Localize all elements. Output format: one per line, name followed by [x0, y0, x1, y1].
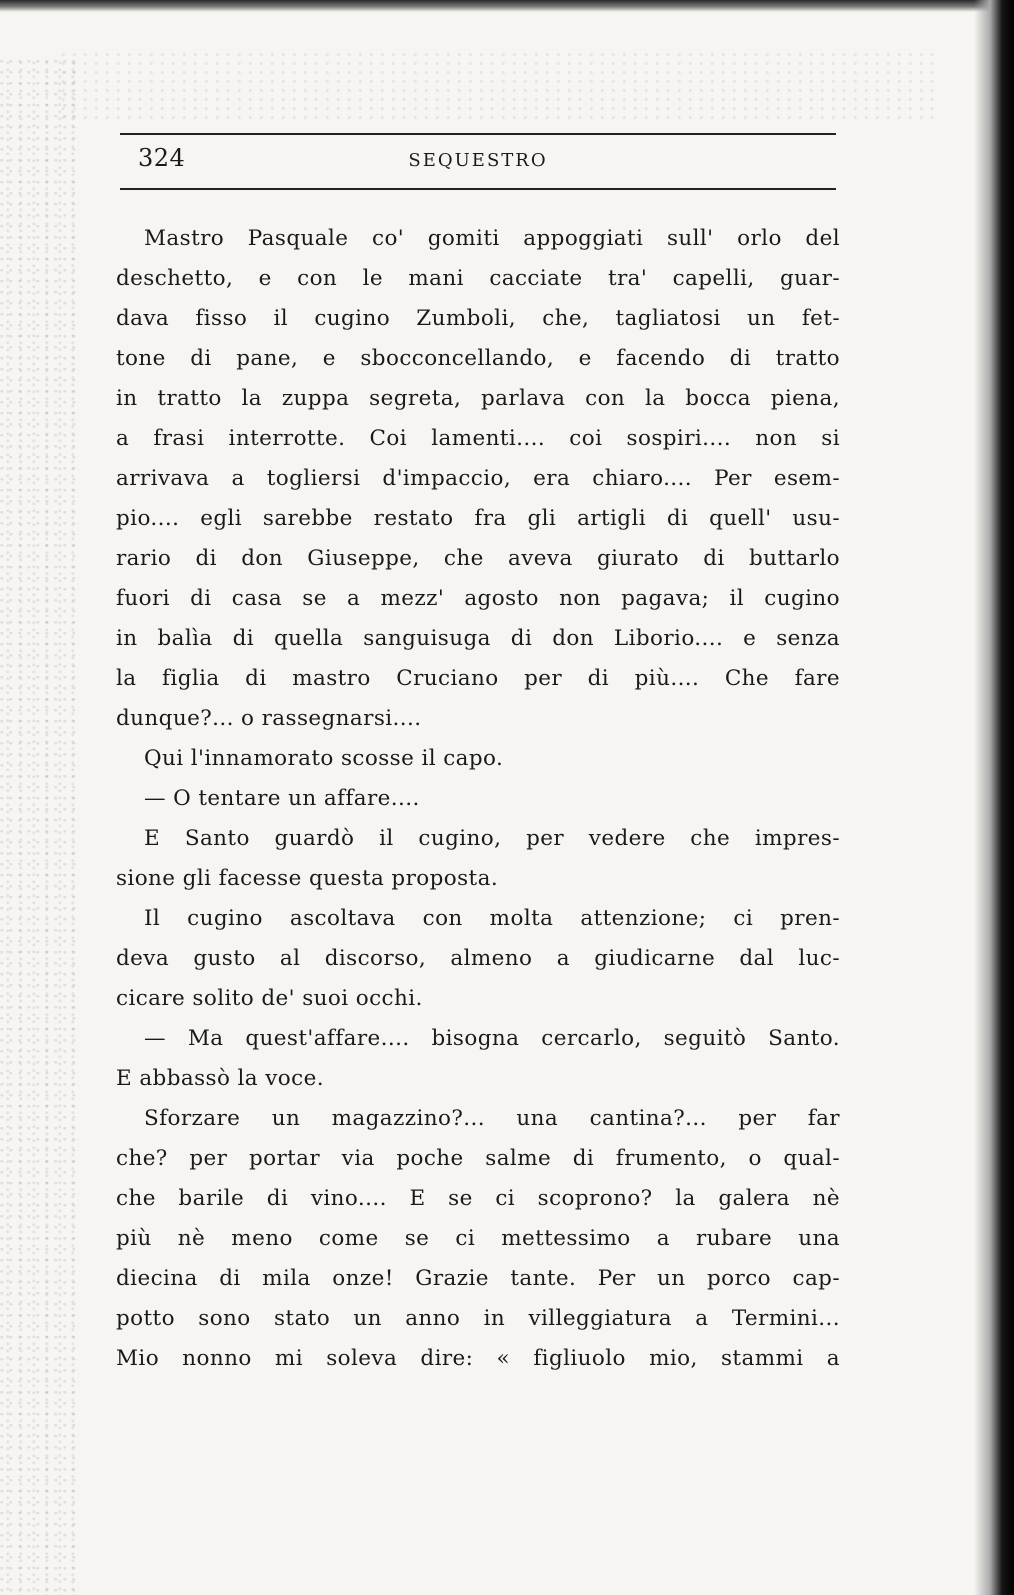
text-line: che? per portar via poche salme di frumento, o qual-	[116, 1146, 840, 1171]
body-text	[116, 219, 840, 1379]
text-line: in balìa di quella sanguisuga di don Liborio.... e senza	[116, 626, 840, 651]
text-line: fuori di casa se a mezz' agosto non pagava; il cugino	[116, 586, 840, 611]
text-line: dava fisso il cugino Zumboli, che, tagliatosi un fet-	[116, 306, 840, 331]
text-line: Mastro Pasquale co' gomiti appoggiati sull' orlo del	[144, 226, 840, 251]
text-line: la figlia di mastro Cruciano per di più.... Che fare	[116, 666, 840, 691]
text-line: pio.... egli sarebbe restato fra gli artigli di quell' usu-	[116, 506, 840, 531]
text-line: Il cugino ascoltava con molta attenzione; ci pren-	[144, 906, 840, 931]
text-line: tone di pane, e sbocconcellando, e facendo di tratto	[116, 346, 840, 371]
text-line: Sforzare un magazzino?... una cantina?... per far	[144, 1106, 840, 1131]
text-line: deva gusto al discorso, almeno a giudicarne dal luc-	[116, 946, 840, 971]
text-line: sione gli facesse questa proposta.	[116, 866, 499, 891]
text-line: diecina di mila onze! Grazie tante. Per un porco cap-	[116, 1266, 840, 1291]
text-line: Qui l'innamorato scosse il capo.	[144, 746, 504, 771]
running-header	[120, 136, 836, 188]
text-line: cicare solito de' suoi occhi.	[116, 986, 423, 1011]
page-top-shadow	[0, 0, 1014, 12]
text-line: — Ma quest'affare.... bisogna cercarlo, seguitò Santo.	[144, 1026, 840, 1051]
text-line: arrivava a togliersi d'impaccio, era chiaro.... Per esem-	[116, 466, 840, 491]
text-line: potto sono stato un anno in villeggiatura a Termini...	[116, 1306, 840, 1331]
text-line: deschetto, e con le mani cacciate tra' capelli, guar-	[116, 266, 840, 291]
paper-speckle-top	[60, 50, 940, 120]
page-binding-shadow	[974, 0, 1014, 1595]
page-number: 324	[138, 144, 186, 172]
paper-speckle-left	[0, 60, 80, 1595]
text-line: — O tentare un affare....	[144, 786, 420, 811]
text-line: rario di don Giuseppe, che aveva giurato di buttarlo	[116, 546, 840, 571]
text-line: E Santo guardò il cugino, per vedere che impres-	[144, 826, 840, 851]
text-line: dunque?... o rassegnarsi....	[116, 706, 422, 731]
running-title: SEQUESTRO	[408, 150, 548, 171]
header-rule-bottom	[120, 188, 836, 190]
text-line: Mio nonno mi soleva dire: « figliuolo mio, stammi a	[116, 1346, 840, 1371]
text-line: in tratto la zuppa segreta, parlava con la bocca piena,	[116, 386, 840, 411]
text-line: più nè meno come se ci mettessimo a rubare una	[116, 1226, 840, 1251]
text-line: a frasi interrotte. Coi lamenti.... coi sospiri.... non si	[116, 426, 840, 451]
text-line: che barile di vino.... E se ci scoprono? la galera nè	[116, 1186, 840, 1211]
text-line: E abbassò la voce.	[116, 1066, 324, 1091]
header-rule-top	[120, 133, 836, 135]
